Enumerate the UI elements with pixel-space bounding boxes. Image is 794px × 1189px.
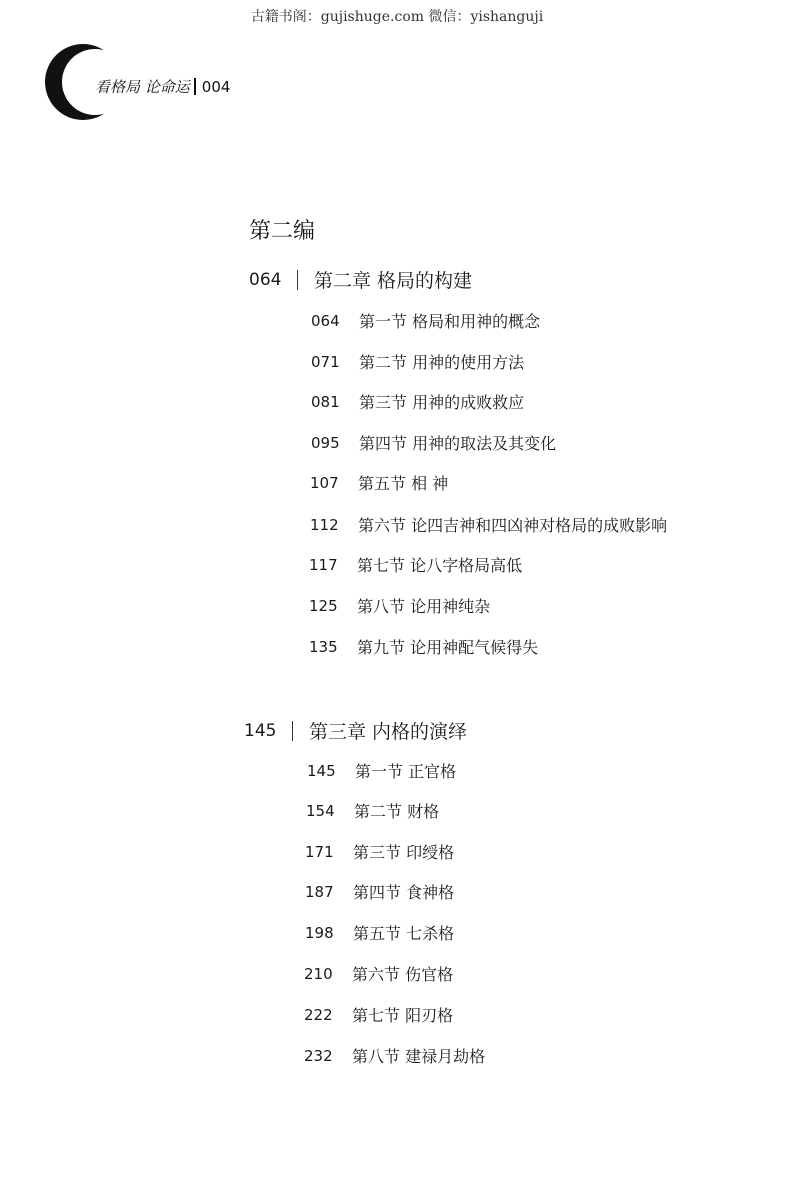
section-page-number: 112 [310,515,339,534]
section-page-number: 222 [304,1005,333,1024]
toc-section[interactable] [311,431,556,454]
toc-section[interactable] [306,799,439,822]
section-page-number: 145 [307,761,336,780]
section-page-number: 107 [310,473,339,492]
section-title: 第二节 财格 [354,802,440,821]
watermark-text: 古籍书阁：gujishuge.com 微信：yishanguji [250,9,544,25]
section-title: 第五节 七杀格 [353,924,455,943]
section-page-number: 125 [309,596,338,615]
toc-section[interactable] [311,350,524,373]
chapter-title: 第二章 格局的构建 [314,270,473,292]
toc-section[interactable] [304,1044,485,1067]
section-title: 第一节 格局和用神的概念 [359,312,541,331]
section-title: 第二节 用神的使用方法 [359,353,525,372]
section-title: 第八节 建禄月劫格 [352,1047,486,1066]
section-page-number: 171 [305,842,334,861]
section-title: 第八节 论用神纯杂 [357,597,491,616]
toc-section[interactable] [307,759,456,782]
section-page-number: 187 [305,882,334,901]
toc-section[interactable] [309,553,522,576]
section-title: 第七节 论八字格局高低 [357,556,523,575]
section-title: 第五节 相 神 [358,474,449,493]
section-page-number: 210 [304,964,333,983]
chapter-divider [292,721,293,741]
section-title: 第三节 印绶格 [353,843,455,862]
section-page-number: 071 [311,352,340,371]
section-page-number: 135 [309,637,338,656]
section-title: 第三节 用神的成败救应 [359,393,525,412]
toc-section[interactable] [309,635,538,658]
toc-section[interactable] [310,513,667,536]
section-title: 第六节 伤官格 [352,965,454,984]
book-title: 看格局 论命运 [95,78,190,96]
section-page-number: 117 [309,555,338,574]
toc-section[interactable] [311,390,524,413]
page-header [45,40,305,130]
chapter-page-number: 145 [244,720,277,741]
section-page-number: 198 [305,923,334,942]
section-title: 第一节 正官格 [355,762,457,781]
toc-section[interactable] [311,309,540,332]
toc-chapter[interactable] [249,266,472,293]
section-title: 第七节 阳刃格 [352,1006,454,1025]
toc-section[interactable] [310,471,448,494]
running-header [95,76,230,97]
header-divider [194,78,196,95]
toc-section[interactable] [305,880,454,903]
chapter-page-number: 064 [249,269,282,290]
section-page-number: 064 [311,311,340,330]
toc-section[interactable] [304,962,453,985]
chapter-divider [297,270,298,290]
toc-chapter[interactable] [244,717,467,744]
section-title: 第四节 用神的取法及其变化 [359,434,557,453]
toc-section[interactable] [304,1003,453,1026]
section-page-number: 095 [311,433,340,452]
chapter-title: 第三章 内格的演绎 [309,721,468,743]
section-page-number: 232 [304,1046,333,1065]
toc-section[interactable] [309,594,490,617]
toc-section[interactable] [305,840,454,863]
section-page-number: 081 [311,392,340,411]
section-page-number: 154 [306,801,335,820]
toc-section[interactable] [305,921,454,944]
part-title: 第二编 [249,219,316,244]
section-title: 第九节 论用神配气候得失 [357,638,539,657]
section-title: 第六节 论四吉神和四凶神对格局的成败影响 [358,516,668,535]
page-number: 004 [201,78,231,96]
section-title: 第四节 食神格 [353,883,455,902]
